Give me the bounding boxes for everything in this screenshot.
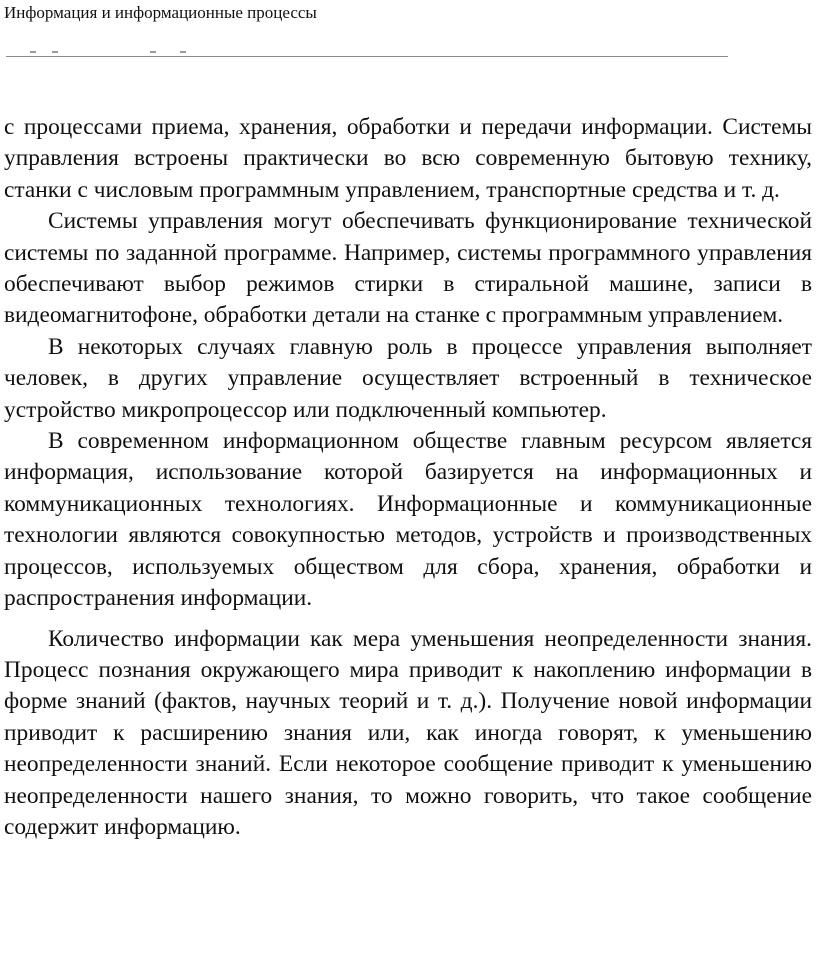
paragraph-continuation: с процессами приема, хранения, обработки и передачи информации. Системы управления встроены практически во всю современную бытовую технику, станки с числовым программным управлением, транспортные средства и т. д.: [4, 114, 812, 203]
running-header: Информация и информационные процессы: [4, 3, 317, 22]
paragraph-information-society: В современном информационном обществе главным ресурсом является информация, использование которой базируется на информационных и коммуникационных технологиях. Информационные и коммуникационные технологии являются совокупностью методов, устройств и производственных процессов, используемых обществом для сбора, хранения, обработки и распространения информации.: [4, 428, 812, 612]
paragraph-control-systems-program: Системы управления могут обеспечивать функционирование технической системы по заданной программе. Например, системы программного управления обеспечивают выбор режимов стирки в стиральной машине, записи в видеомагнитофоне, обработки детали на станке с программным управлением.: [4, 208, 812, 329]
body-text: [4, 112, 812, 843]
paragraph-information-quantity: Количество информации как мера уменьшения неопределенности знания. Процесс познания окружающего мира приводит к накоплению информации в форме знаний (фактов, научных теорий и т. д.). Получение новой информации приводит к расширению знания или, как иногда говорят, к уменьшению неопределенности знаний. Если некоторое сообщение приводит к уменьшению неопределенности нашего знания, то можно говорить, что такое сообщение содержит информацию.: [4, 625, 812, 840]
paragraph-human-role: В некоторых случаях главную роль в процессе управления выполняет человек, в других управление осуществляет встроенный в техническое устройство микропроцессор или подключенный компьютер.: [4, 333, 812, 423]
header-rule: [6, 56, 728, 57]
